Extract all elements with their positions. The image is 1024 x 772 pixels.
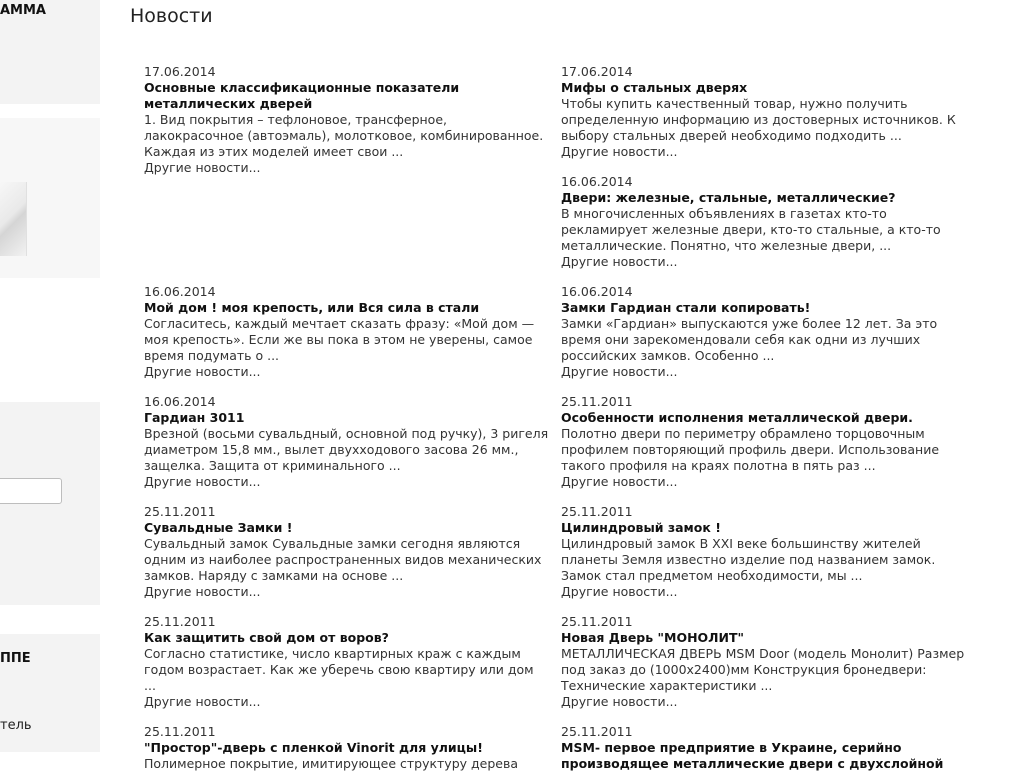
news-item xyxy=(144,614,549,710)
more-news-link[interactable]: Другие новости... xyxy=(561,144,678,159)
more-news-link[interactable]: Другие новости... xyxy=(561,694,678,709)
news-excerpt: Сувальдный замок Сувальдные замки сегодня являются одним из наиболее распространенных видов механических замков. Наряду с замками на основе ... xyxy=(144,536,542,583)
news-date: 16.06.2014 xyxy=(561,284,633,299)
more-news-link[interactable]: Другие новости... xyxy=(144,474,261,489)
news-date: 25.11.2011 xyxy=(561,724,633,739)
product-thumbnail[interactable] xyxy=(0,182,27,256)
news-item xyxy=(144,64,549,176)
news-title-link[interactable]: Как защитить свой дом от воров? xyxy=(144,630,389,645)
news-date: 16.06.2014 xyxy=(144,284,216,299)
news-title-link[interactable]: MSM- первое предприятие в Украине, серийно производящее металлические двери с двухслойной xyxy=(561,740,944,771)
news-date: 25.11.2011 xyxy=(561,394,633,409)
news-excerpt: Чтобы купить качественный товар, нужно получить определенную информацию из достоверных источников. К выбору стальных дверей необходимо подходить ... xyxy=(561,96,956,143)
news-item xyxy=(561,614,966,710)
more-news-link[interactable]: Другие новости... xyxy=(561,474,678,489)
sidebar-search-input[interactable] xyxy=(0,478,62,504)
news-excerpt: Цилиндровый замок В XXI веке большинству жителей планеты Земля известно изделие под названием замок. Замок стал предметом необходимости, мы ... xyxy=(561,536,936,583)
more-news-link[interactable]: Другие новости... xyxy=(561,584,678,599)
news-date: 17.06.2014 xyxy=(561,64,633,79)
page-title: Новости xyxy=(130,5,213,27)
news-excerpt: В многочисленных объявлениях в газетах кто-то рекламирует железные двери, кто-то стальные, а кто-то металлические. Понятно, что железные двери, ... xyxy=(561,206,941,253)
news-item xyxy=(561,394,966,490)
sidebar-heading-top: АММА xyxy=(0,3,46,18)
news-excerpt: Полимерное покрытие, имитирующее структуру дерева xyxy=(144,756,518,771)
news-date: 25.11.2011 xyxy=(561,504,633,519)
news-item xyxy=(144,504,549,600)
news-excerpt: МЕТАЛЛИЧЕСКАЯ ДВЕРЬ MSM Door (модель Монолит) Размер под заказ до (1000х2400)мм Конструкция бронедвери: Технические характеристики ... xyxy=(561,646,965,693)
news-excerpt: 1. Вид покрытия – тефлоновое, трансферное, лакокрасочное (автоэмаль), молотковое, комбинированное. Каждая из этих моделей имеет свои ... xyxy=(144,112,544,159)
more-news-link[interactable]: Другие новости... xyxy=(144,160,261,175)
news-title-link[interactable]: Гардиан 3011 xyxy=(144,410,245,425)
news-date: 16.06.2014 xyxy=(561,174,633,189)
news-title-link[interactable]: Замки Гардиан стали копировать! xyxy=(561,300,811,315)
sidebar xyxy=(0,0,100,768)
news-excerpt: Согласитесь, каждый мечтает сказать фразу: «Мой дом — моя крепость». Если же вы пока в этом не уверены, самое время подумать о ... xyxy=(144,316,535,363)
more-news-link[interactable]: Другие новости... xyxy=(144,364,261,379)
news-item xyxy=(561,284,966,380)
more-news-link[interactable]: Другие новости... xyxy=(561,254,678,269)
news-item xyxy=(561,64,966,160)
more-news-link[interactable]: Другие новости... xyxy=(144,694,261,709)
news-title-link[interactable]: Особенности исполнения металлической двери. xyxy=(561,410,913,425)
news-title-link[interactable]: Мифы о стальных дверях xyxy=(561,80,748,95)
more-news-link[interactable]: Другие новости... xyxy=(561,364,678,379)
news-date: 25.11.2011 xyxy=(561,614,633,629)
news-title-link[interactable]: Новая Дверь "МОНОЛИТ" xyxy=(561,630,745,645)
more-news-link[interactable]: Другие новости... xyxy=(144,584,261,599)
news-title-link[interactable]: Цилиндровый замок ! xyxy=(561,520,721,535)
news-title-link[interactable]: Двери: железные, стальные, металлические? xyxy=(561,190,896,205)
news-title-link[interactable]: "Простор"-дверь с пленкой Vinorit для улицы! xyxy=(144,740,483,755)
news-item xyxy=(144,724,549,772)
news-date: 17.06.2014 xyxy=(144,64,216,79)
news-excerpt: Замки «Гардиан» выпускаются уже более 12 лет. За это время они зарекомендовали себя как одни из лучших российских замков. Особенно ... xyxy=(561,316,938,363)
news-date: 25.11.2011 xyxy=(144,724,216,739)
news-item xyxy=(561,724,966,772)
news-date: 16.06.2014 xyxy=(144,394,216,409)
news-date: 25.11.2011 xyxy=(144,504,216,519)
news-item xyxy=(561,174,966,270)
news-title-link[interactable]: Сувальдные Замки ! xyxy=(144,520,293,535)
news-title-link[interactable]: Мой дом ! моя крепость, или Вся сила в стали xyxy=(144,300,480,315)
news-item xyxy=(144,394,549,490)
news-excerpt: Согласно статистике, число квартирных краж с каждым годом возрастает. Как же уберечь свою квартиру или дом ... xyxy=(144,646,534,693)
news-date: 25.11.2011 xyxy=(144,614,216,629)
news-excerpt: Полотно двери по периметру обрамлено торцовочным профилем повторяющий профиль двери. Использование такого профиля на краях полотна в пять раз ... xyxy=(561,426,940,473)
sidebar-link-bottom[interactable]: тель xyxy=(0,718,32,733)
sidebar-heading-mid: ППЕ xyxy=(0,651,31,666)
news-excerpt: Врезной (восьми сувальдный, основной под ручку), 3 ригеля диаметром 15,8 мм., вылет двухходового засова 26 мм., защелка. Защита от криминального ... xyxy=(144,426,549,473)
news-title-link[interactable]: Основные классификационные показатели металлических дверей xyxy=(144,80,460,111)
news-item xyxy=(144,284,549,380)
news-item xyxy=(561,504,966,600)
